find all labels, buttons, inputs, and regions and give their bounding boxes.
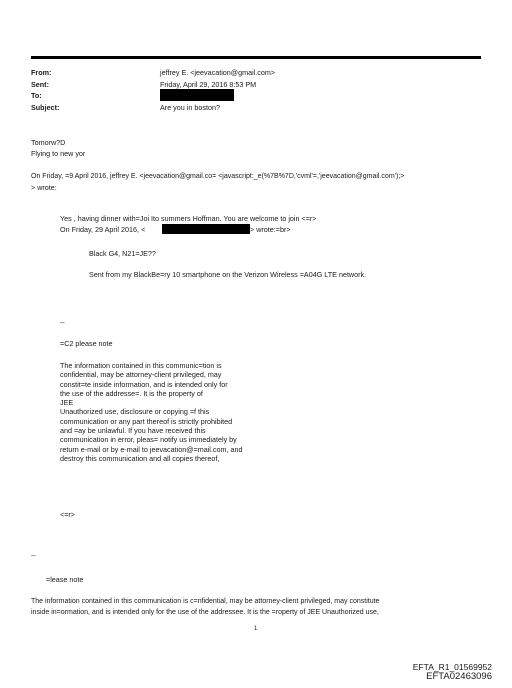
body-line: Sent from my BlackBe=ry 10 smartphone on the Verizon Wireless =A04G LTE network.	[89, 270, 367, 279]
sent-value: Friday, April 29, 2016 8:53 PM	[160, 80, 257, 89]
please-note: =C2 please note	[60, 339, 113, 348]
to-label: To:	[31, 91, 42, 100]
please-note: =lease note	[46, 575, 84, 584]
notice-line: The information contained in this communication is c=nfidential, may be attorney-client privileged, may constitute	[31, 598, 380, 605]
sent-label: Sent:	[31, 80, 49, 89]
body-line: Flying to new yor	[31, 149, 86, 158]
page-number: 1	[254, 626, 258, 632]
separator-dashes: --	[60, 318, 65, 327]
redaction-box	[162, 224, 250, 234]
confidentiality-notice: The information contained in this communic=tion is confidential, may be attorney-client privileged, may constit=te inside information, and is intended only for the use of the addresse=. It is the property of JEE Unauthorized use, disclosure or copying =f this communication or any part thereof is strictly prohibited and =ay be unlawful. If you have received this communication in error, pleas= notify us immediately by return e-mail or by e-mail to jeevacation@=mail.com, and destroy this communication and all copies thereof,	[60, 361, 243, 463]
footer-id: EFTA02463096	[426, 671, 492, 682]
notice-line: inside in=ormation, and is intended only for the use of the addressee. It is the =roperty of JEE Unauthorized use,	[31, 609, 379, 616]
reply-line-end: > wrote:=br>	[250, 225, 291, 234]
br-tag: <=r>	[60, 510, 75, 519]
from-label: From:	[31, 68, 52, 77]
header-rule	[31, 56, 481, 59]
redaction-box	[160, 89, 234, 101]
reply-line-start: On Friday, 29 April 2016, <	[60, 225, 146, 234]
quote-line: On Friday, =9 April 2016, jeffrey E. <jeevacation@gmail.co= <javascript:_e(%7B%7D,'cvml'=,'jeevacation@gmail.com');>	[31, 173, 405, 180]
body-line: Tomorw?D	[31, 138, 66, 147]
footer-id: EFTA_R1_01569952	[412, 662, 492, 672]
subject-value: Are you in boston?	[160, 103, 220, 112]
separator-dashes: --	[31, 551, 36, 560]
quote-line: > wrote:	[31, 183, 57, 192]
from-value: jeffrey E. <jeevacation@gmail.com>	[160, 68, 276, 77]
subject-label: Subject:	[31, 103, 60, 112]
reply-line: Yes , having dinner with=Joi Ito summers Hoffman. You are welcome to join <=r>	[60, 214, 317, 223]
body-line: Black G4, N21=JE??	[89, 249, 156, 258]
